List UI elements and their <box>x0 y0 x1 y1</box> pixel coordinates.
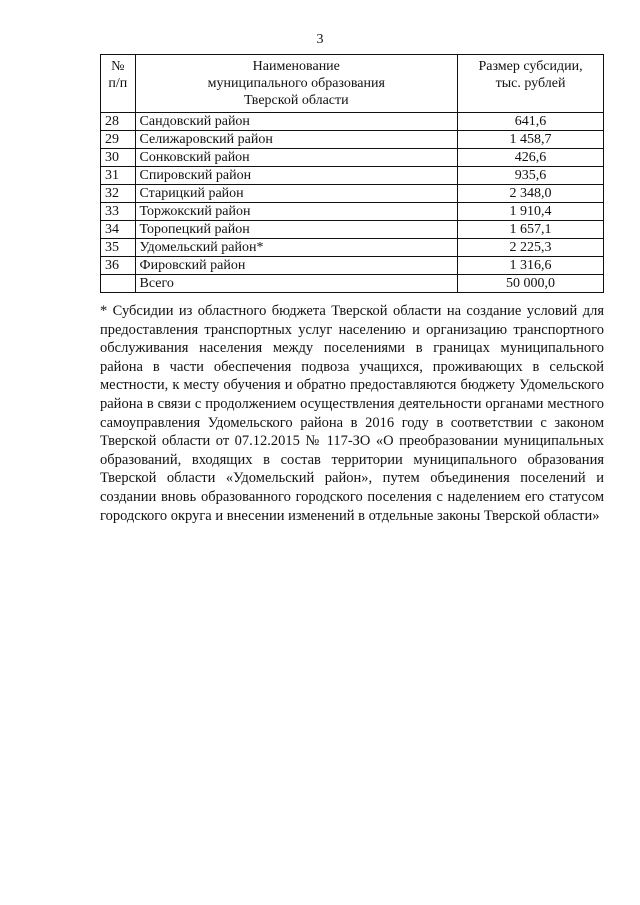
subsidy-table <box>100 54 604 293</box>
header-municipality-line-1: Наименование <box>252 59 340 74</box>
row-number: 29 <box>101 131 136 149</box>
table-row <box>101 167 604 185</box>
header-row <box>101 55 604 113</box>
total-amount: 50 000,0 <box>458 275 604 293</box>
table-row <box>101 221 604 239</box>
row-amount: 935,6 <box>458 167 604 185</box>
row-amount: 1 316,6 <box>458 257 604 275</box>
header-amount-line-1: Размер субсидии, <box>478 59 583 74</box>
row-amount: 1 657,1 <box>458 221 604 239</box>
row-number: 33 <box>101 203 136 221</box>
row-amount: 426,6 <box>458 149 604 167</box>
header-municipality <box>135 55 458 113</box>
header-municipality-line-2: муниципального образования <box>207 76 385 91</box>
row-municipality: Сандовский район <box>135 113 458 131</box>
table-header <box>101 55 604 113</box>
row-number: 35 <box>101 239 136 257</box>
table-row <box>101 185 604 203</box>
row-amount: 641,6 <box>458 113 604 131</box>
row-municipality: Сонковский район <box>135 149 458 167</box>
table-row <box>101 203 604 221</box>
row-amount: 2 348,0 <box>458 185 604 203</box>
row-number: 34 <box>101 221 136 239</box>
page-number: 3 <box>316 32 324 47</box>
table-body <box>101 113 604 293</box>
total-label: Всего <box>135 275 458 293</box>
header-amount-line-2: тыс. рублей <box>495 76 566 91</box>
row-number: 31 <box>101 167 136 185</box>
row-amount: 2 225,3 <box>458 239 604 257</box>
header-number-line-1: № <box>111 59 125 74</box>
total-number <box>101 275 136 293</box>
table-row <box>101 113 604 131</box>
row-amount: 1 910,4 <box>458 203 604 221</box>
header-amount <box>458 55 604 113</box>
table-row <box>101 131 604 149</box>
row-municipality: Спировский район <box>135 167 458 185</box>
row-municipality: Старицкий район <box>135 185 458 203</box>
row-municipality: Торопецкий район <box>135 221 458 239</box>
row-municipality: Селижаровский район <box>135 131 458 149</box>
footnote: * Субсидии из областного бюджета Тверской области на создание условий для предоставления транспортных услуг населению и организацию транспортного обслуживания населения между поселениями в границах муниципального района в части обеспечения подвоза учащихся, проживающих в сельской местности, к месту обучения и обратно предоставляются бюджету Удомельского района в связи с продолжением осуществления деятельности органами местного самоуправления Удомельского района в 2016 году в соответствии с законом Тверской области от 07.12.2015 № 117-ЗО «О преобразовании муниципальных образований, входящих в состав территории муниципального образования Тверской области «Удомельский район», путем объединения поселений и создании вновь образованного городского поселения с наделением его статусом городского округа и внесении изменений в отдельные законы Тверской области» <box>100 303 604 524</box>
row-amount: 1 458,7 <box>458 131 604 149</box>
row-number: 30 <box>101 149 136 167</box>
total-row <box>101 275 604 293</box>
row-number: 36 <box>101 257 136 275</box>
header-number <box>101 55 136 113</box>
header-municipality-line-3: Тверской области <box>243 93 349 108</box>
table-row <box>101 149 604 167</box>
row-number: 32 <box>101 185 136 203</box>
row-number: 28 <box>101 113 136 131</box>
row-municipality: Торжокский район <box>135 203 458 221</box>
table-row <box>101 257 604 275</box>
row-municipality: Удомельский район* <box>135 239 458 257</box>
table-row <box>101 239 604 257</box>
row-municipality: Фировский район <box>135 257 458 275</box>
header-number-line-2: п/п <box>108 76 128 91</box>
